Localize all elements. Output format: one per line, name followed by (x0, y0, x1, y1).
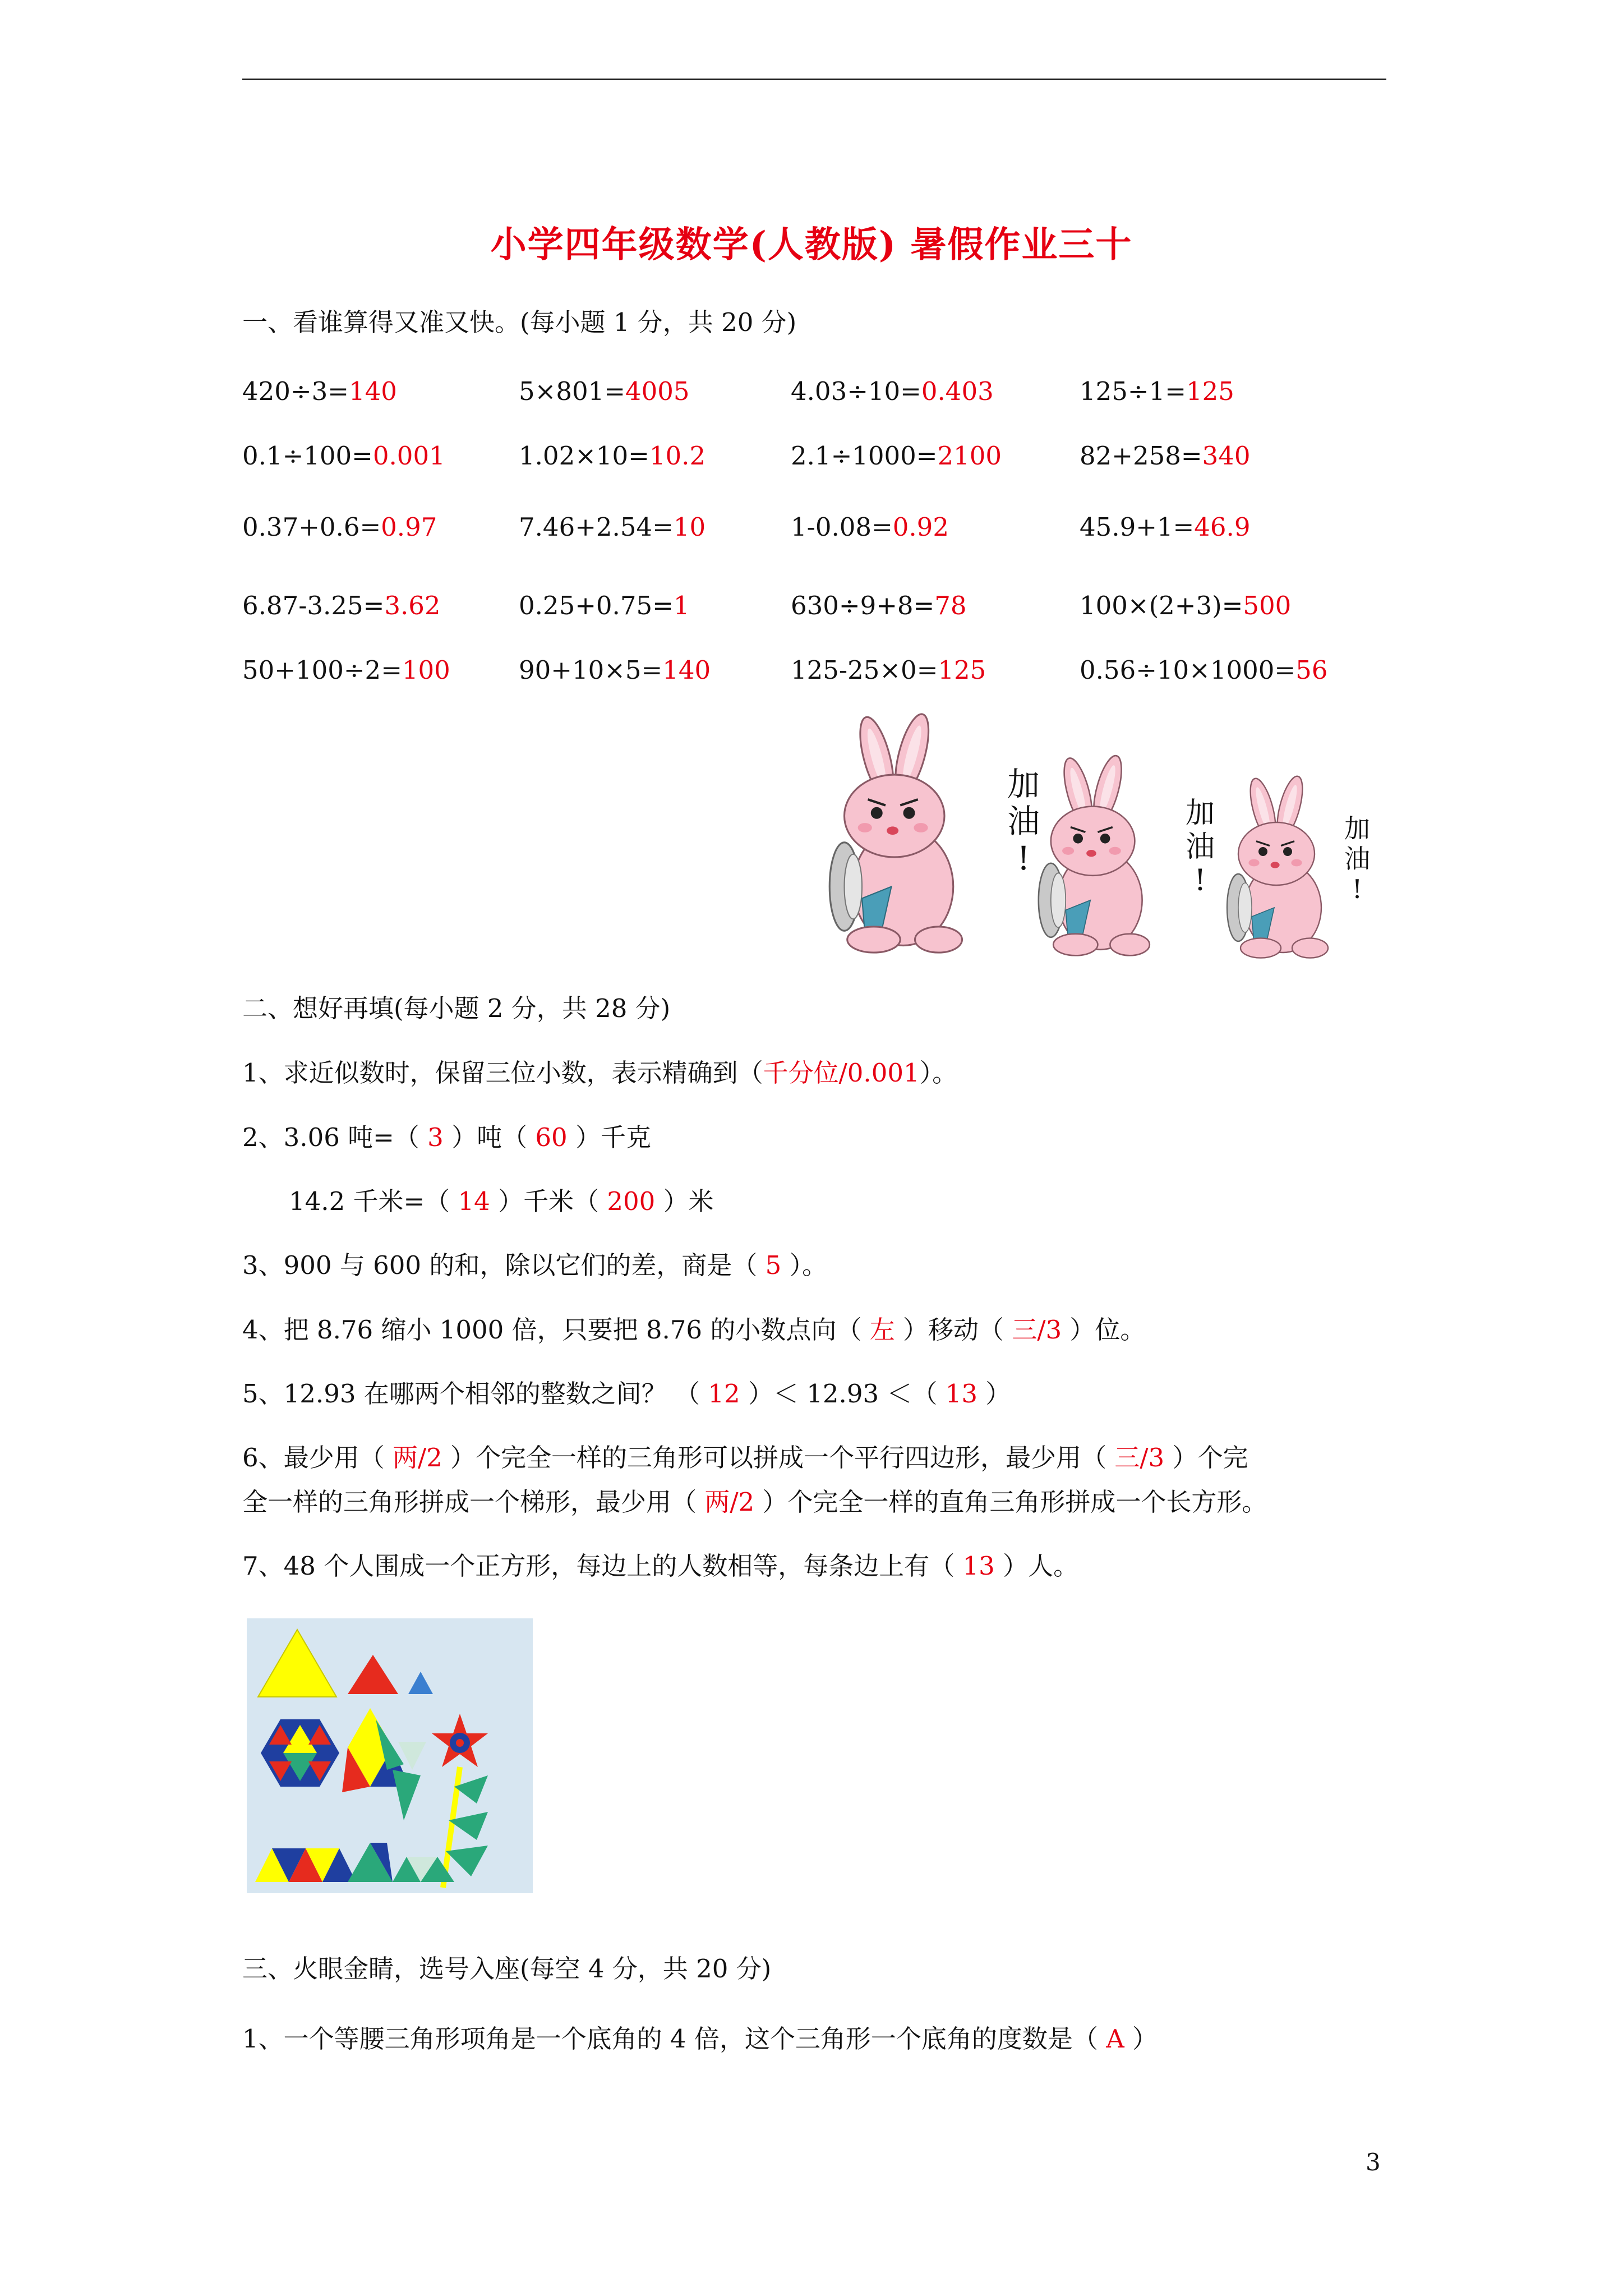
calc-item (791, 654, 986, 687)
page-number: 3 (1366, 2148, 1381, 2176)
question-text: ）位。 (1062, 1315, 1146, 1345)
calc-item (1080, 654, 1327, 687)
answer: 14 (458, 1186, 490, 1216)
calc-item (791, 375, 994, 408)
calc-item (1080, 510, 1250, 544)
calc-item (242, 654, 450, 687)
question-text: 全一样的三角形拼成一个梯形，最少用（ (242, 1487, 705, 1517)
calc-question: 125-25×0= (791, 655, 938, 685)
calc-answer: 78 (934, 591, 967, 620)
answer: 左 (869, 1315, 895, 1345)
answer: 60 (535, 1122, 568, 1152)
calc-answer: 500 (1243, 591, 1292, 620)
question-text: 6、最少用（ (242, 1443, 393, 1473)
calc-question: 90+10×5= (519, 655, 663, 685)
question-3-1 (242, 2022, 1158, 2056)
calc-question: 50+100÷2= (242, 655, 402, 685)
bunny-2 (1039, 753, 1150, 955)
calc-item (791, 589, 967, 623)
calc-question: 1-0.08= (791, 512, 893, 542)
calc-item (1080, 375, 1234, 408)
calc-item (519, 375, 689, 408)
answer: 13 (962, 1551, 995, 1581)
calc-item (791, 439, 1002, 473)
calc-answer: 0.92 (892, 512, 949, 542)
calc-item (1080, 439, 1250, 473)
calc-answer: 56 (1295, 655, 1328, 685)
bunny-1-cheer-text (1004, 766, 1043, 877)
question-2-2a (242, 1121, 651, 1154)
question-text: 14.2 千米=（ (289, 1186, 458, 1216)
calc-question: 4.03÷10= (791, 376, 921, 406)
triangle-shapes-illustration (247, 1618, 533, 1893)
calc-question: 45.9+1= (1080, 512, 1195, 542)
calc-item (242, 439, 445, 473)
calc-answer: 125 (1186, 376, 1234, 406)
calc-answer: 100 (402, 655, 450, 685)
question-text: ） (977, 1379, 1011, 1409)
question-2-3 (242, 1249, 827, 1282)
calc-item (519, 654, 711, 687)
answer: A (1106, 2024, 1124, 2054)
calc-answer: 125 (938, 655, 986, 685)
question-text: 5、12.93 在哪两个相邻的整数之间？ （ (242, 1379, 708, 1409)
bunny-2-cheer-text (1181, 797, 1220, 898)
question-text: 2、3.06 吨=（ (242, 1122, 428, 1152)
calc-question: 420÷3= (242, 376, 349, 406)
calc-answer: 10.2 (649, 441, 706, 471)
cheer-char: 加 (1185, 797, 1215, 830)
calc-item (242, 510, 437, 544)
cheer-char: 油 (1185, 830, 1215, 864)
answer: 3 (427, 1122, 444, 1152)
bunny-1 (829, 711, 962, 953)
calc-question: 82+258= (1080, 441, 1202, 471)
question-text: 3、900 与 600 的和，除以它们的差，商是（ (242, 1250, 766, 1280)
header-rule (242, 79, 1386, 80)
calc-answer: 340 (1202, 441, 1251, 471)
calc-question: 0.37+0.6= (242, 512, 381, 542)
question-text: ）吨（ (443, 1122, 536, 1152)
calc-item (519, 589, 689, 623)
calc-answer: 3.62 (384, 591, 441, 620)
question-text: 1、一个等腰三角形项角是一个底角的 4 倍，这个三角形一个底角的度数是（ (242, 2024, 1106, 2054)
question-text: ）。 (919, 1058, 958, 1088)
bunnies-cheering-illustration (827, 701, 1405, 965)
question-text: ）＜ 12.93 ＜（ (740, 1379, 946, 1409)
question-2-1 (242, 1056, 957, 1090)
question-2-2b (289, 1185, 714, 1218)
question-2-6b (242, 1485, 1267, 1519)
cheer-char: 加 (1007, 765, 1040, 803)
answer: 两/2 (392, 1443, 442, 1473)
question-text: ）人。 (994, 1551, 1079, 1581)
cheer-char: 加 (1344, 813, 1370, 844)
calc-item (242, 589, 441, 623)
question-text: ）个完全一样的直角三角形拼成一个长方形。 (754, 1487, 1267, 1517)
section2-heading: 二、想好再填(每小题 2 分，共 28 分) (242, 993, 671, 1023)
question-text: ）千克 (567, 1122, 651, 1152)
answer: 三/3 (1114, 1443, 1165, 1473)
calc-question: 630÷9+8= (791, 591, 935, 620)
question-text: ）。 (781, 1250, 828, 1280)
question-2-5 (242, 1377, 1011, 1411)
calc-question: 0.56÷10×1000= (1080, 655, 1296, 685)
question-2-6a (242, 1441, 1248, 1475)
question-text: 7、48 个人围成一个正方形，每边上的人数相等，每条边上有（ (242, 1551, 963, 1581)
calc-item (242, 375, 397, 408)
answer: 200 (607, 1186, 656, 1216)
calc-question: 125÷1= (1080, 376, 1186, 406)
question-text: 4、把 8.76 缩小 1000 倍，只要把 8.76 的小数点向（ (242, 1315, 870, 1345)
question-text: ）移动（ (895, 1315, 1012, 1345)
answer: 5 (765, 1250, 782, 1280)
calc-answer: 140 (662, 655, 711, 685)
question-text: 1、求近似数时，保留三位小数，表示精确到（ (242, 1058, 763, 1088)
calc-answer: 1 (673, 591, 690, 620)
calc-question: 0.1÷100= (242, 441, 373, 471)
question-text: ）个完 (1164, 1443, 1248, 1473)
calc-question: 6.87-3.25= (242, 591, 385, 620)
calc-item (519, 510, 706, 544)
calc-item (519, 439, 706, 473)
calc-item (791, 510, 949, 544)
cheer-char: 油 (1007, 802, 1040, 840)
calc-question: 5×801= (519, 376, 625, 406)
cheer-char: ! (1352, 874, 1363, 904)
calc-question: 1.02×10= (519, 441, 649, 471)
question-2-4 (242, 1313, 1145, 1347)
section3-heading: 三、火眼金睛，选号入座(每空 4 分，共 20 分) (242, 1954, 772, 1984)
cheer-char: 油 (1344, 844, 1370, 874)
calc-item (1080, 589, 1291, 623)
calc-answer: 46.9 (1194, 512, 1251, 542)
cheer-char: ! (1017, 839, 1030, 877)
calc-question: 100×(2+3)= (1080, 591, 1243, 620)
answer: 千分位/0.001 (763, 1058, 920, 1088)
calc-answer: 10 (673, 512, 706, 542)
calc-question: 0.25+0.75= (519, 591, 674, 620)
page-title: 小学四年级数学(人教版) 暑假作业三十 (490, 224, 1133, 266)
bunny-3-cheer-text (1338, 813, 1377, 904)
question-text: ）个完全一样的三角形可以拼成一个平行四边形，最少用（ (442, 1443, 1115, 1473)
answer: 三/3 (1012, 1315, 1062, 1345)
calc-answer: 140 (348, 376, 397, 406)
answer: 两/2 (704, 1487, 755, 1517)
calc-question: 2.1÷1000= (791, 441, 938, 471)
answer: 13 (945, 1379, 978, 1409)
question-text: ）米 (655, 1186, 714, 1216)
calc-answer: 2100 (937, 441, 1002, 471)
question-text: ）千米（ (490, 1186, 607, 1216)
section1-heading: 一、看谁算得又准又快。(每小题 1 分，共 20 分) (242, 307, 797, 337)
question-2-7 (242, 1549, 1078, 1583)
bunny-3 (1227, 774, 1328, 958)
calc-answer: 0.97 (381, 512, 437, 542)
question-text: ） (1124, 2024, 1158, 2054)
answer: 12 (708, 1379, 740, 1409)
calc-answer: 0.403 (921, 376, 994, 406)
cheer-char: ! (1194, 864, 1206, 898)
calc-answer: 4005 (625, 376, 690, 406)
calc-question: 7.46+2.54= (519, 512, 674, 542)
calc-answer: 0.001 (372, 441, 445, 471)
